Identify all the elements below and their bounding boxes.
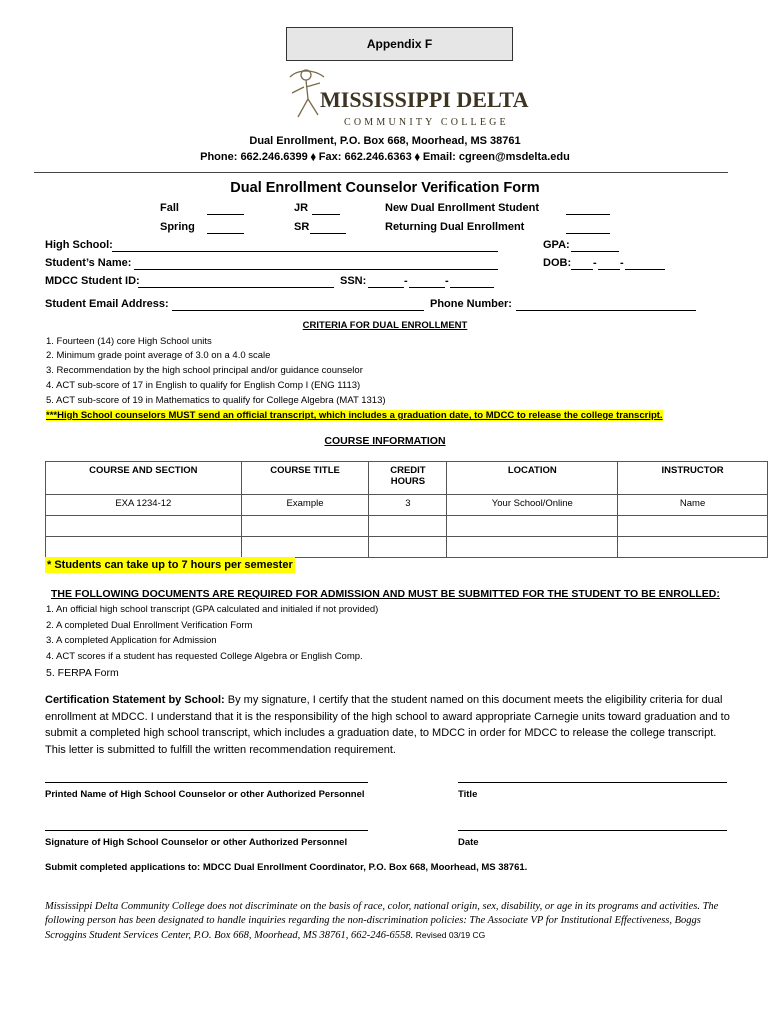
column-header: COURSE AND SECTION (46, 462, 242, 495)
signature-label: Signature of High School Counselor or other Authorized Personnel (45, 837, 348, 848)
criteria-item: 5. ACT sub-score of 19 in Mathematics to qualify for College Algebra (MAT 1313) (46, 395, 386, 406)
ssn-part3-field[interactable] (450, 287, 494, 288)
transcript-notice: ***High School counselors MUST send an official transcript, which includes a graduation date, to MDCC to release the college transcript. (46, 410, 663, 421)
new-student-blank[interactable] (566, 214, 610, 215)
logo-subtitle: COMMUNITY COLLEGE (344, 117, 509, 128)
spring-blank[interactable] (207, 233, 244, 234)
student-name-field[interactable] (134, 269, 498, 270)
table-cell[interactable] (447, 537, 618, 558)
returning-blank[interactable] (566, 233, 610, 234)
printed-name-line[interactable] (45, 782, 368, 783)
column-header: COURSE TITLE (241, 462, 369, 495)
dob-year-field[interactable] (625, 269, 665, 270)
table-cell[interactable]: EXA 1234-12 (46, 495, 242, 516)
jr-blank[interactable] (312, 214, 340, 215)
dob-day-field[interactable] (598, 269, 620, 270)
hours-note: * Students can take up to 7 hours per semester (47, 559, 293, 571)
documents-title: THE FOLLOWING DOCUMENTS ARE REQUIRED FOR ADMISSION AND MUST BE SUBMITTED FOR THE STUDENT TO BE ENROLLED: (51, 588, 720, 600)
table-cell[interactable] (241, 516, 369, 537)
title-label: Title (458, 789, 478, 800)
high-school-field[interactable] (112, 251, 498, 252)
fall-label: Fall (160, 202, 179, 214)
revision-note: Revised 03/19 CG (415, 930, 486, 940)
appendix-label: Appendix F (286, 27, 513, 61)
college-logo (284, 65, 529, 131)
dob-separator: - (593, 257, 597, 269)
column-header: CREDIT HOURS (369, 462, 447, 495)
table-cell[interactable] (447, 516, 618, 537)
new-student-label: New Dual Enrollment Student (385, 202, 540, 214)
student-name-label: Student’s Name: (45, 257, 132, 269)
header-contact: Phone: 662.246.6399 ⬧ Fax: 662.246.6363 ⬧ Email: cgreen@msdelta.edu (200, 151, 570, 163)
table-cell[interactable]: Name (618, 495, 768, 516)
date-line[interactable] (458, 830, 727, 831)
form-title: Dual Enrollment Counselor Verification Form (230, 180, 540, 196)
submit-instructions: Submit completed applications to: MDCC Dual Enrollment Coordinator, P.O. Box 668, Moorhead, MS 38761. (45, 862, 528, 873)
date-label: Date (458, 837, 479, 848)
table-cell[interactable]: 3 (369, 495, 447, 516)
document-item: 5. FERPA Form (46, 667, 119, 679)
runner-icon (284, 65, 529, 131)
table-cell[interactable] (369, 537, 447, 558)
footer-text: Mississippi Delta Community College does not discriminate on the basis of race, color, national origin, sex, disability, or age in its programs and activities. The following person has been designated to handle inquiries regarding the non-discrimination policies: The Associate VP for Institutional Effectiveness, Boggs Scroggins Student Services Center, P.O. Box 668, Moorhead, MS 38761, 662-246-6558. (45, 901, 719, 941)
header-address: Dual Enrollment, P.O. Box 668, Moorhead, MS 38761 (249, 135, 521, 147)
ssn-separator: - (404, 275, 408, 287)
criteria-item: 2. Minimum grade point average of 3.0 on a 4.0 scale (46, 350, 271, 361)
table-cell[interactable] (369, 516, 447, 537)
criteria-title: CRITERIA FOR DUAL ENROLLMENT (302, 320, 468, 331)
table-row (46, 516, 768, 537)
criteria-item: 3. Recommendation by the high school principal and/or guidance counselor (46, 365, 363, 376)
course-table-header (46, 462, 768, 495)
table-row (46, 537, 768, 558)
table-cell[interactable]: Your School/Online (447, 495, 618, 516)
course-info-title: COURSE INFORMATION (324, 435, 446, 447)
fall-blank[interactable] (207, 214, 244, 215)
dob-separator: - (620, 257, 624, 269)
dob-month-field[interactable] (571, 269, 593, 270)
gpa-label: GPA: (543, 239, 570, 251)
document-item: 3. A completed Application for Admission (46, 635, 217, 646)
table-cell[interactable] (46, 516, 242, 537)
document-item: 1. An official high school transcript (GPA calculated and initialed if not provided) (46, 604, 379, 615)
spring-label: Spring (160, 221, 195, 233)
logo-name: MISSISSIPPI DELTA (320, 87, 529, 112)
student-id-field[interactable] (138, 287, 334, 288)
table-cell[interactable]: Example (241, 495, 369, 516)
printed-name-label: Printed Name of High School Counselor or other Authorized Personnel (45, 789, 365, 800)
column-header: LOCATION (447, 462, 618, 495)
document-item: 2. A completed Dual Enrollment Verification Form (46, 620, 253, 631)
signature-line[interactable] (45, 830, 368, 831)
student-id-label: MDCC Student ID: (45, 275, 140, 287)
ssn-label: SSN: (340, 275, 367, 287)
ssn-part1-field[interactable] (368, 287, 404, 288)
document-item: 4. ACT scores if a student has requested College Algebra or English Comp. (46, 651, 363, 662)
criteria-item: 4. ACT sub-score of 17 in English to qualify for English Comp I (ENG 1113) (46, 380, 361, 391)
header-divider (34, 172, 728, 173)
ssn-part2-field[interactable] (409, 287, 445, 288)
email-field[interactable] (172, 310, 424, 311)
certification-text: By my signature, I certify that the student named on this document meets the eligibility criteria for dual enrollment at MDCC. I understand that it is the responsibility of the high school to award appropriate Carnegie units toward graduation and to submit a completed high school transcript, which includes a graduation date, to MDCC in order for MDCC to release the college transcript. This letter is submitted to fulfill the written recommendation requirement. (45, 694, 730, 756)
title-line[interactable] (458, 782, 727, 783)
table-cell[interactable] (618, 516, 768, 537)
table-cell[interactable] (241, 537, 369, 558)
sr-blank[interactable] (310, 233, 346, 234)
gpa-field[interactable] (571, 251, 619, 252)
ssn-separator: - (445, 275, 449, 287)
column-header: INSTRUCTOR (618, 462, 768, 495)
dob-label: DOB: (543, 257, 572, 269)
non-discrimination-notice (45, 900, 735, 943)
certification-statement (45, 692, 735, 758)
certification-label: Certification Statement by School: (45, 694, 225, 706)
returning-label: Returning Dual Enrollment (385, 221, 525, 233)
jr-label: JR (294, 202, 309, 214)
table-row (46, 495, 768, 516)
email-label: Student Email Address: (45, 298, 169, 310)
sr-label: SR (294, 221, 310, 233)
high-school-label: High School: (45, 239, 113, 251)
table-cell[interactable] (46, 537, 242, 558)
course-table (45, 461, 768, 558)
table-cell[interactable] (618, 537, 768, 558)
phone-label: Phone Number: (430, 298, 512, 310)
criteria-item: 1. Fourteen (14) core High School units (46, 336, 212, 347)
phone-field[interactable] (516, 310, 696, 311)
